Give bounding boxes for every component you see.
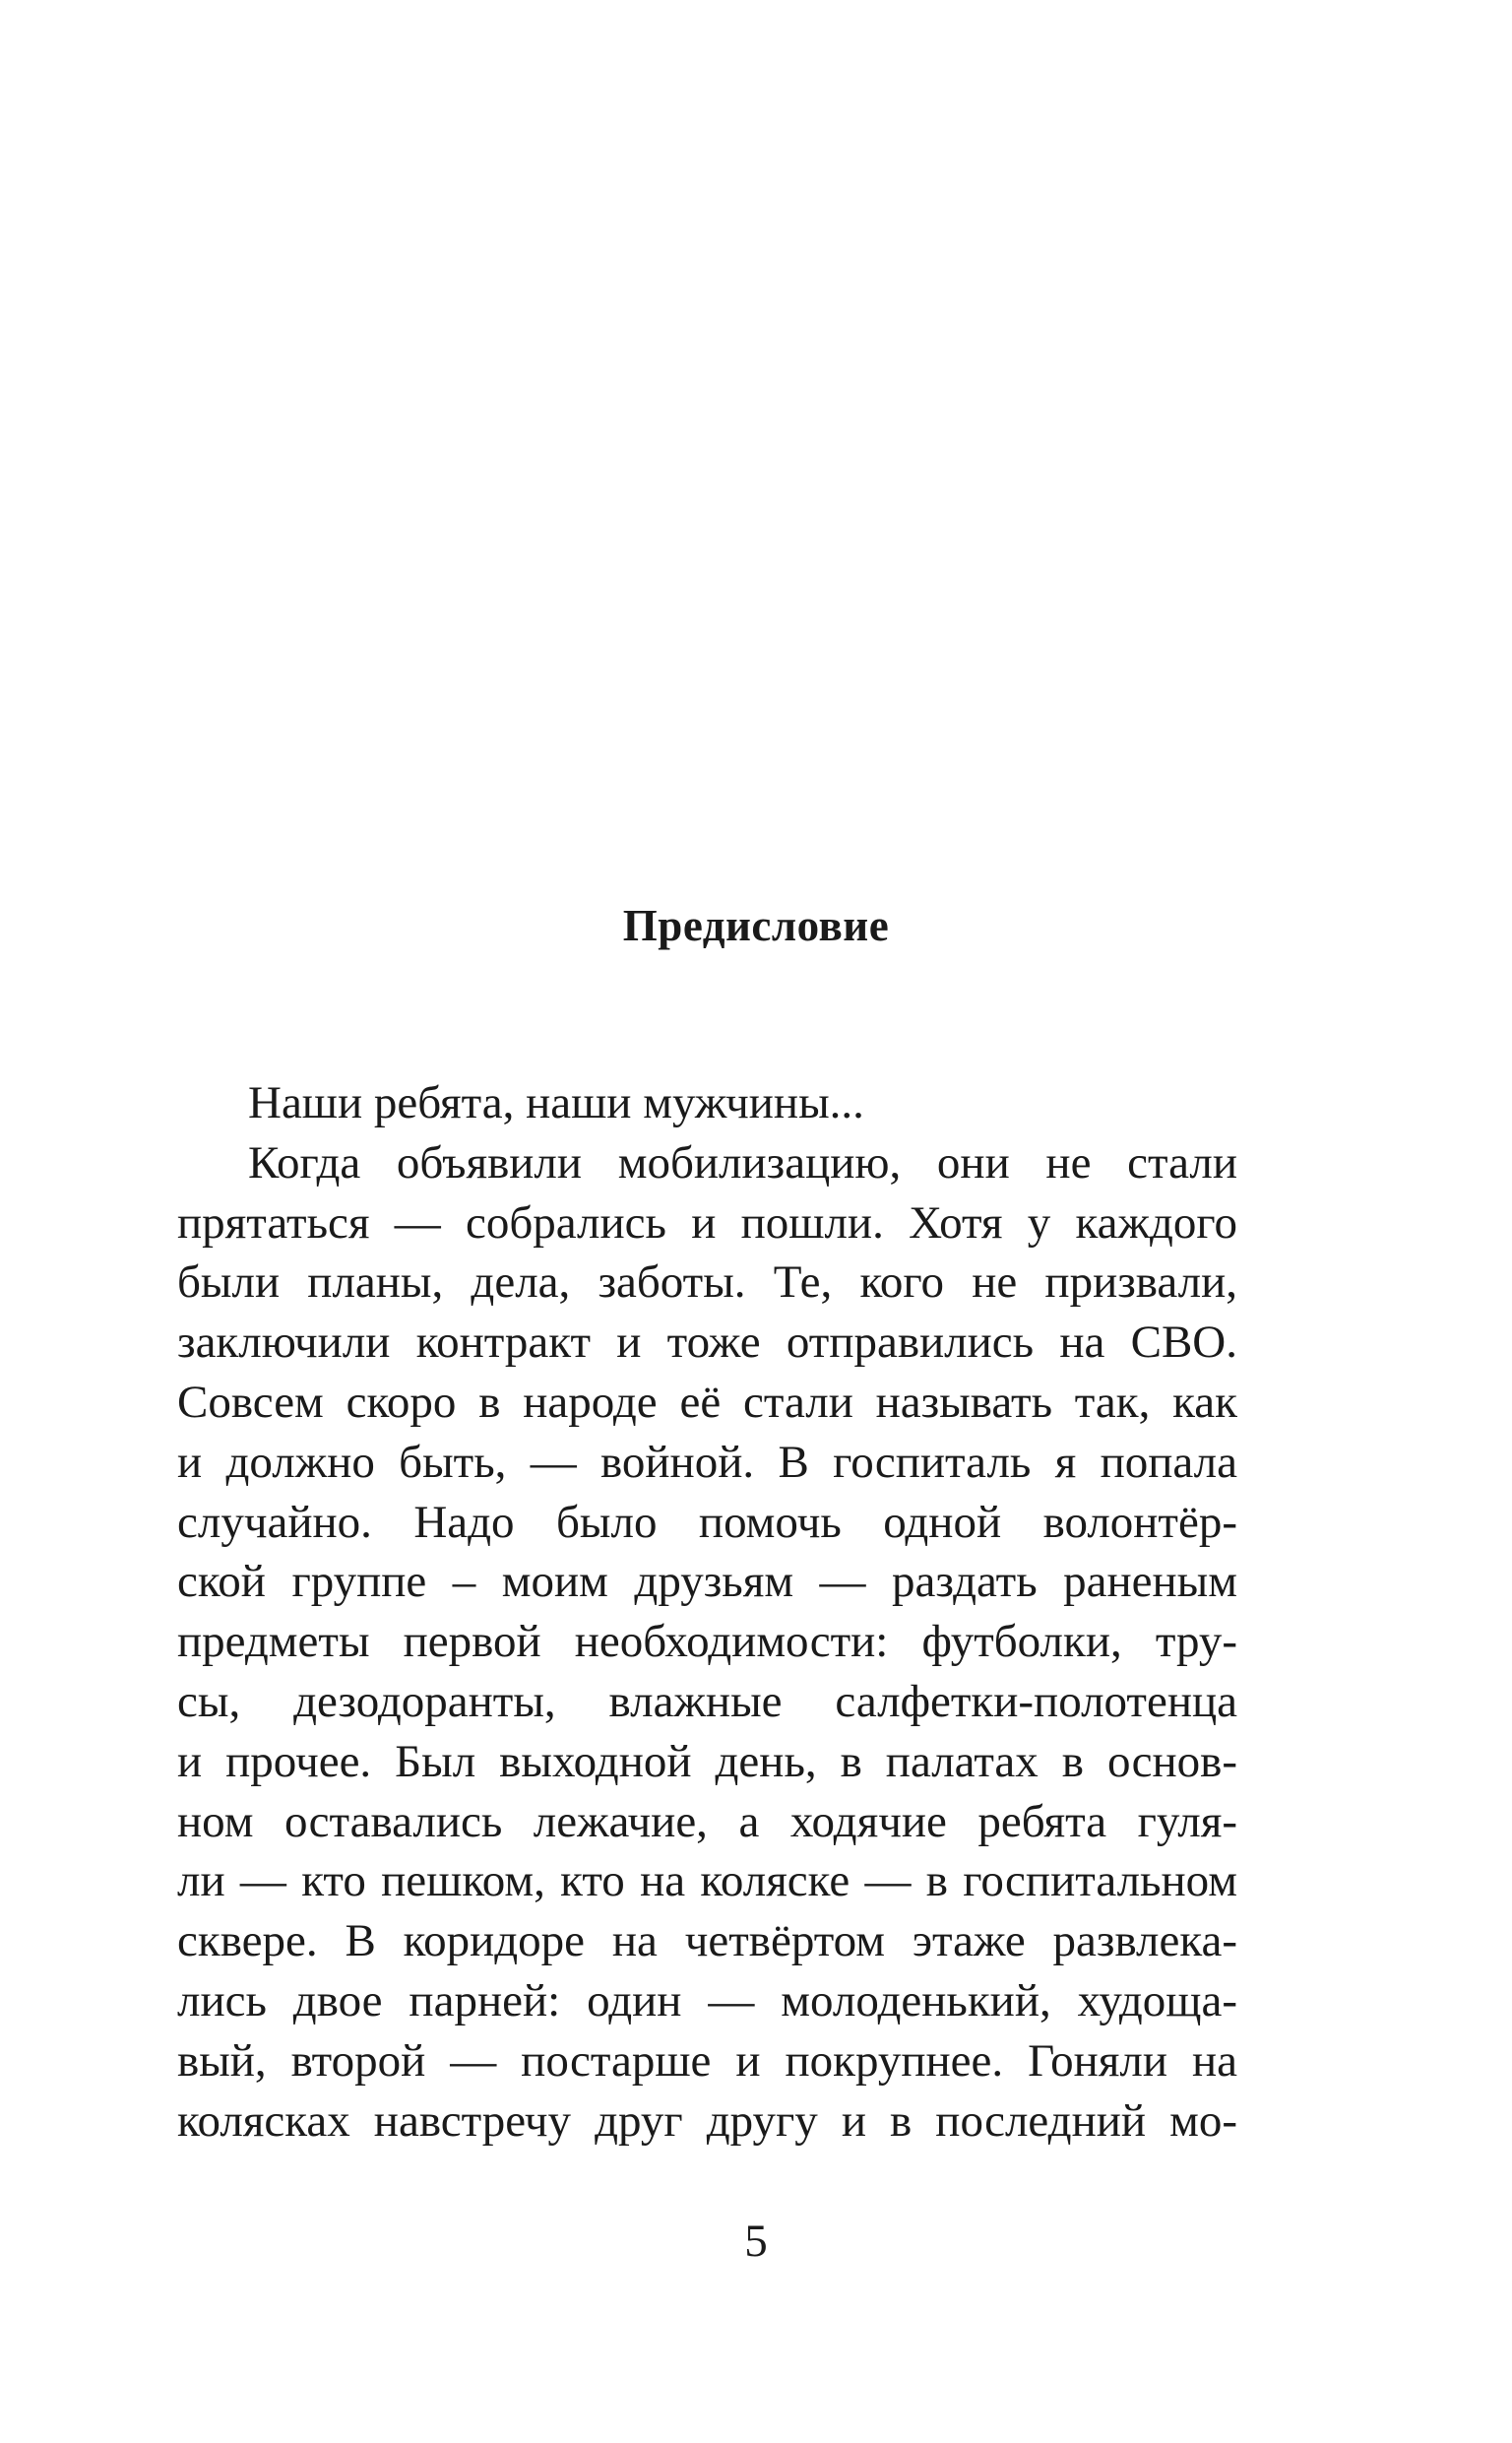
text-line: предметы первой необходимости: футболки, тру- [177,1616,1237,1668]
body-text [177,1073,1237,2151]
text-line: лись двое парней: один — молоденький, худоща- [177,1974,1237,2026]
text-line: Наши ребята, наши мужчины... [248,1077,864,1128]
text-line: и прочее. Был выходной день, в палатах в основ- [177,1735,1237,1787]
text-line: сквере. В коридоре на четвёртом этаже развлека- [177,1915,1237,1967]
text-line: прятаться — собрались и пошли. Хотя у каждого [177,1196,1237,1249]
text-line: случайно. Надо было помочь одной волонтёр- [177,1496,1237,1548]
text-line: вый, второй — постарше и покрупнее. Гоняли на [177,2034,1237,2087]
text-line: были планы, дела, заботы. Те, кого не призвали, [177,1256,1237,1309]
text-line: сы, дезодоранты, влажные салфетки-полотенца [177,1675,1237,1727]
page-number: 5 [744,2216,768,2267]
text-line: Совсем скоро в народе её стали называть так, как [177,1376,1237,1428]
text-line: и должно быть, — войной. В госпиталь я попала [177,1436,1237,1488]
chapter-title: Предисловие [622,901,890,950]
text-line: ской группе – моим друзьям — раздать раненым [177,1556,1237,1608]
text-line: колясках навстречу друг другу и в последний мо- [177,2094,1237,2147]
text-line: заключили контракт и тоже отправились на СВО. [177,1317,1237,1369]
text-line: Когда объявили мобилизацию, они не стали [248,1136,1237,1189]
text-line: ли — кто пешком, кто на коляске — в госпитальном [177,1855,1237,1907]
text-line: ном оставались лежачие, а ходячие ребята гуля- [177,1795,1237,1847]
